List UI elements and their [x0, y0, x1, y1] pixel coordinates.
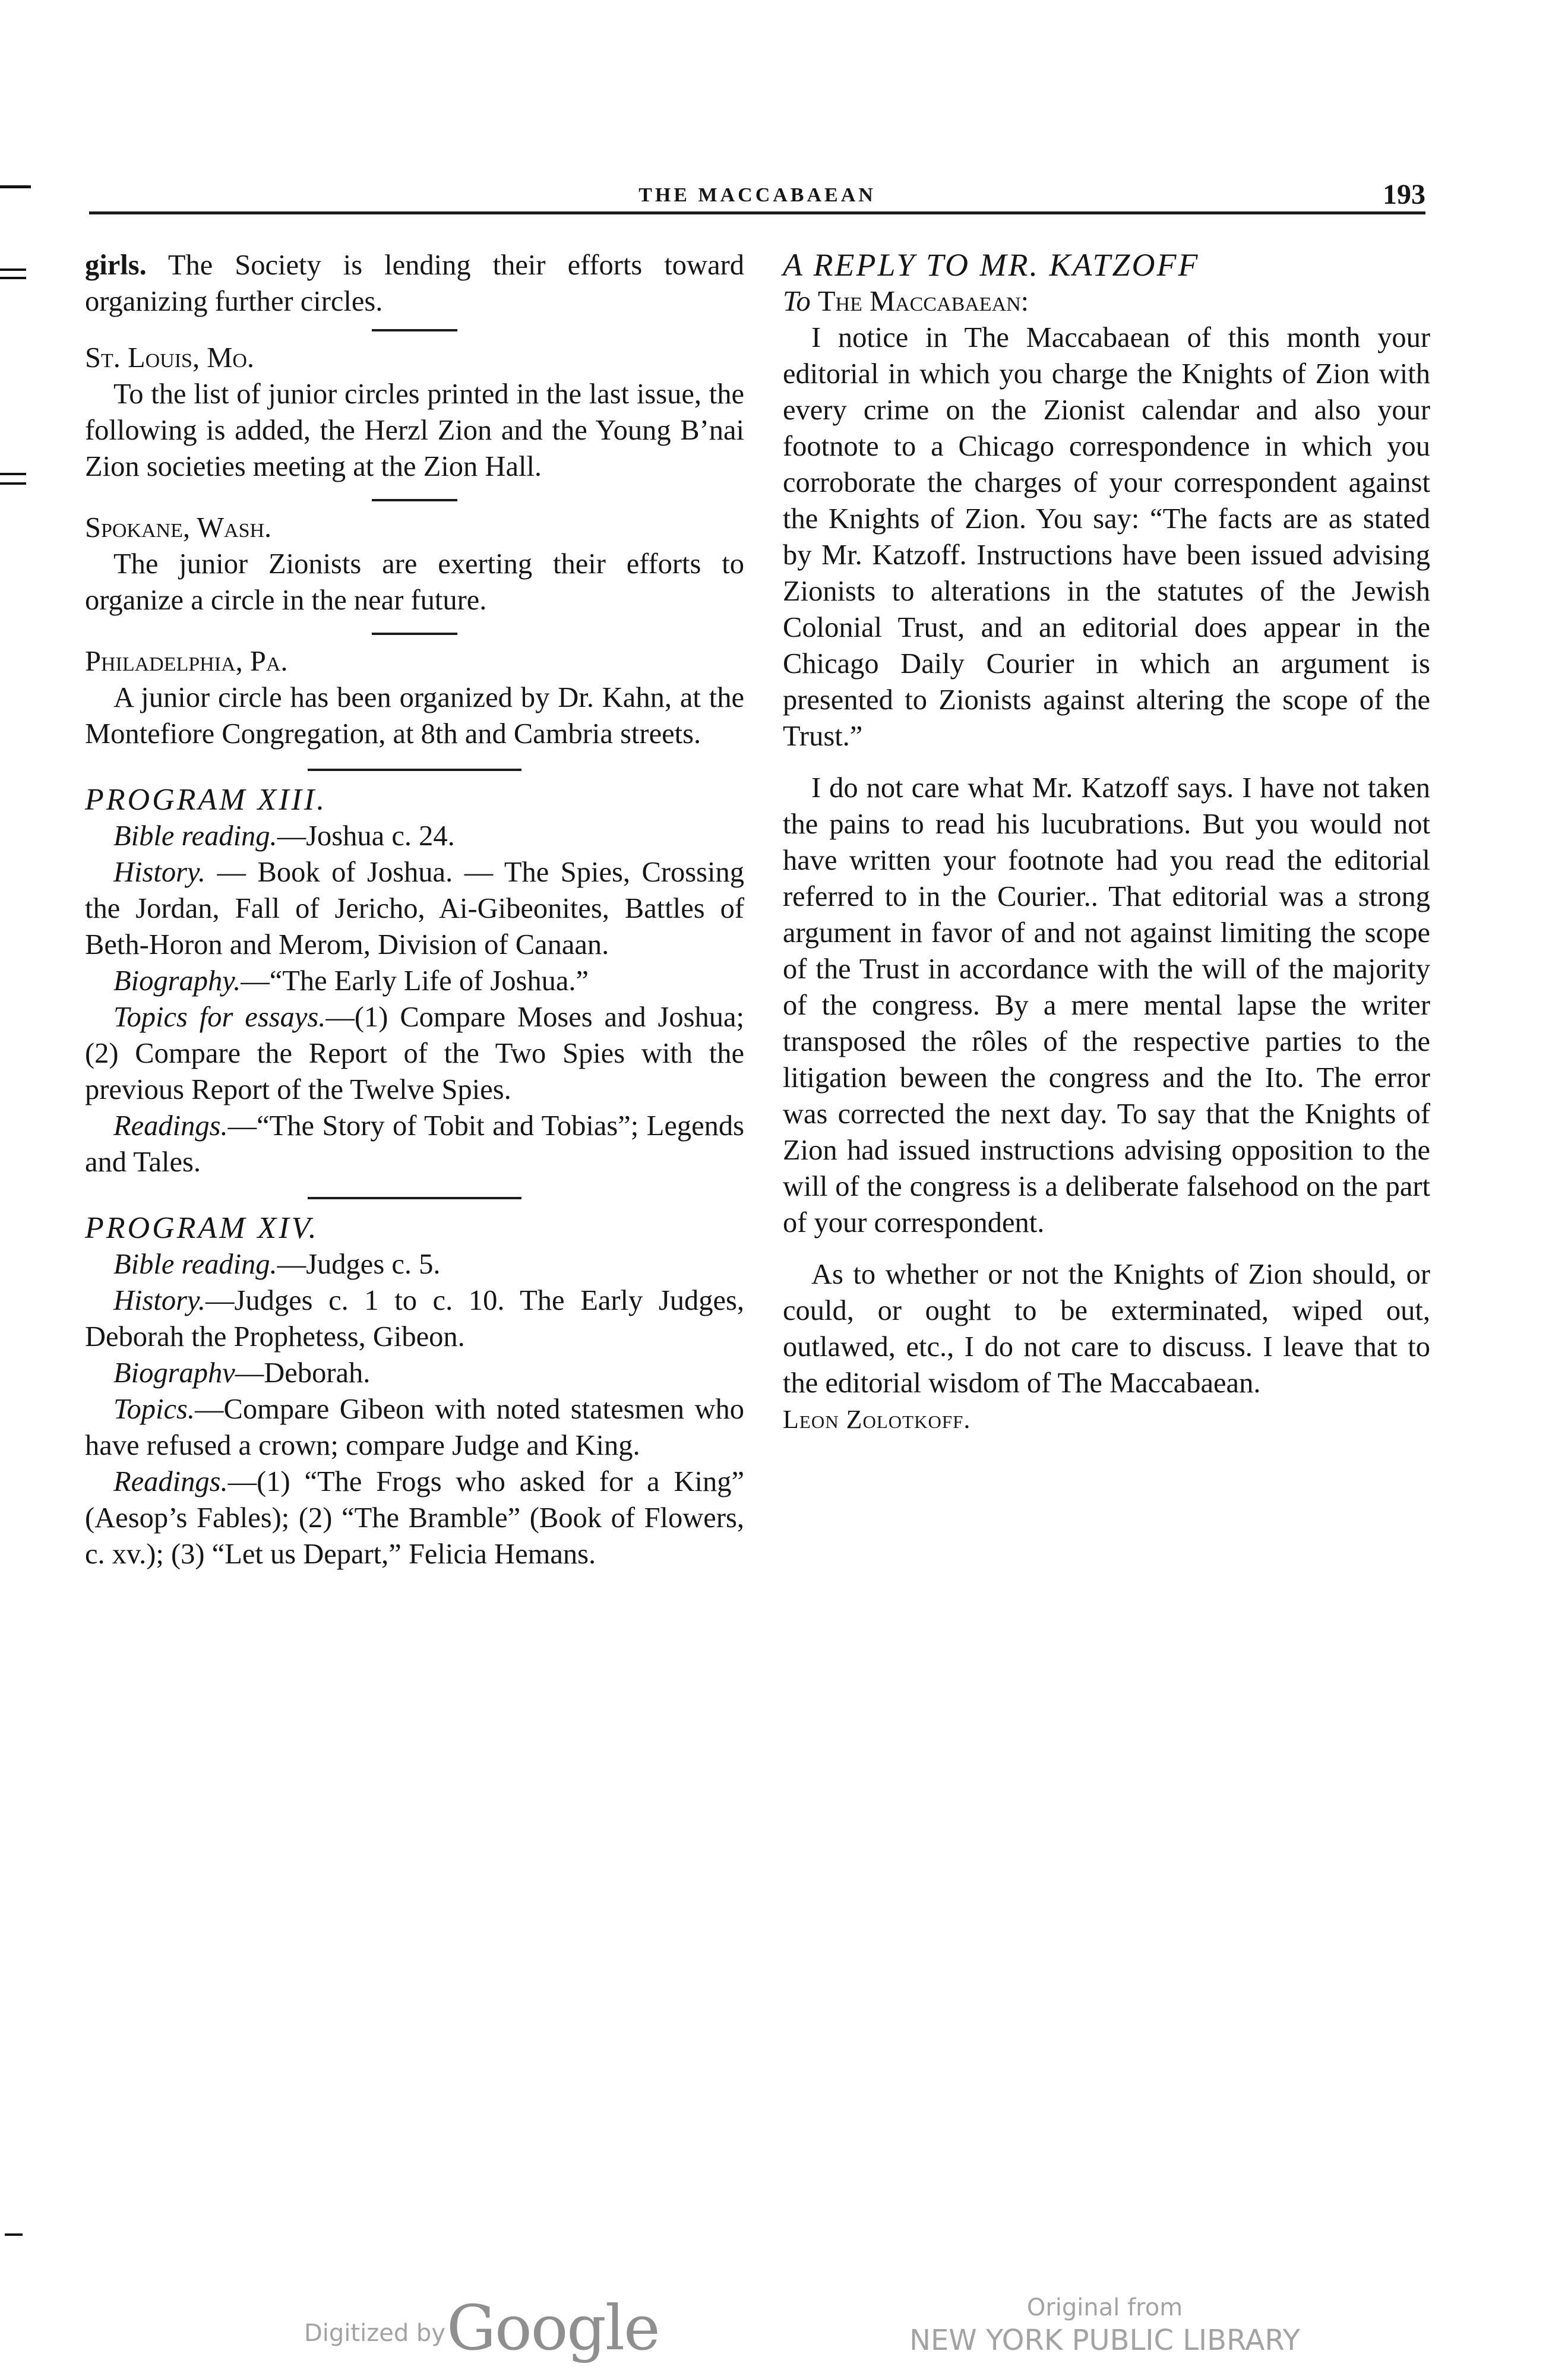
item-text: —“The Story of Tobit and Tobias”; Legends and Tales. [85, 1110, 744, 1178]
reply-paragraph: I do not care what Mr. Katzoff says. I have not taken the pains to read his lucubrations. But you would not have written your footnote had you read the editorial referred to in the Courier.. That editorial was a strong argument in favor of and not against limiting the scope of the Trust in accordance with the will of the majority of the congress. By a mere mental lapse the writer transposed the rôles of the respective parties to the litigation beween the congress and the Ito. The error was corrected the next day. To say that the Knights of Zion had issued instructions advising opposition to the will of the congress is a deliberate falsehood on the part of your correspondent. [783, 772, 1430, 1238]
item-text: — Book of Joshua. — The Spies, Crossing the Jordan, Fall of Jericho, Ai-Gibeonites, Battles of Beth-Horon and Merom, Division of Canaan. [85, 857, 744, 960]
digitized-by-label: Digitized by [304, 2320, 445, 2347]
program-item [85, 999, 744, 1108]
running-header [89, 178, 1425, 214]
program-item [85, 818, 744, 854]
item-label: Biography. [113, 965, 241, 997]
intro-lead: girls. [85, 249, 147, 281]
item-text: —(1) Compare Moses and Joshua; (2) Compare the Report of the Two Spies with the previous Report of the Twelve Spies. [85, 1001, 744, 1105]
intro-rest: The Society is lending their efforts toward organizing further circles. [85, 249, 744, 317]
original-from-label: Original from [1026, 2294, 1183, 2321]
program-item [85, 1391, 744, 1464]
paragraph-gap [783, 1241, 1430, 1256]
program-xiii-heading: PROGRAM XIII. [85, 783, 327, 817]
scan-mark [0, 268, 26, 271]
scan-mark [0, 185, 31, 188]
item-text: —Joshua c. 24. [277, 820, 455, 852]
item-label: Biographv [113, 1357, 235, 1389]
st-louis-text: To the list of junior circles printed in the last issue, the following is added, the Herzl Zion and the Young B’nai Zion societies meeting at the Zion Hall. [85, 378, 744, 482]
right-column [783, 247, 1430, 1437]
spokane-heading: Spokane, Wash. [85, 512, 272, 544]
item-label: Bible reading. [113, 1249, 277, 1280]
program-item [85, 854, 744, 963]
library-name: NEW YORK PUBLIC LIBRARY [909, 2324, 1300, 2357]
st-louis-heading: St. Louis, Mo. [85, 342, 255, 374]
program-item [85, 1246, 744, 1282]
program-item [85, 963, 744, 999]
item-label: History. [113, 857, 206, 888]
header-rule [89, 211, 1425, 214]
section-divider [372, 499, 457, 501]
program-item [85, 1282, 744, 1355]
google-logo: Google [447, 2292, 659, 2364]
item-label: Readings. [113, 1110, 228, 1142]
reply-paragraph: As to whether or not the Knights of Zion should, or could, or ought to be exterminated, wiped out, outlawed, etc., I do not care to discuss. I leave that to the editorial wisdom of The Maccabaean. [783, 1259, 1430, 1399]
scan-mark [5, 2233, 23, 2236]
section-divider [372, 329, 457, 331]
scan-mark [0, 482, 26, 485]
scan-mark [0, 473, 26, 475]
salutation-to: To [783, 286, 811, 317]
philadelphia-heading: Philadelphia, Pa. [85, 646, 288, 677]
program-xiv-heading: PROGRAM XIV. [85, 1211, 319, 1245]
left-column [85, 247, 744, 1572]
scan-mark [0, 277, 26, 279]
salutation [783, 283, 1430, 320]
item-text: —“The Early Life of Joshua.” [241, 965, 589, 997]
section-divider [308, 769, 521, 771]
paragraph-gap [783, 754, 1430, 770]
spokane-text: The junior Zionists are exerting their efforts to organize a circle in the near future. [85, 548, 744, 616]
article-title: A REPLY TO MR. KATZOFF [783, 247, 1200, 283]
running-title: THE MACCABAEAN [638, 184, 876, 206]
program-item [85, 1355, 744, 1391]
section-divider [372, 633, 457, 635]
program-item [85, 1464, 744, 1572]
intro-paragraph [85, 247, 744, 320]
item-text: —Judges c. 1 to c. 10. The Early Judges, Deborah the Prophetess, Gibeon. [85, 1285, 744, 1353]
program-item [85, 1108, 744, 1180]
item-label: Topics for essays. [113, 1001, 326, 1033]
item-text: —Deborah. [235, 1357, 371, 1389]
item-label: Readings. [113, 1466, 228, 1497]
item-label: Topics. [113, 1394, 195, 1425]
item-text: —Judges c. 5. [277, 1249, 441, 1280]
page-number: 193 [1383, 179, 1425, 210]
philadelphia-text: A junior circle has been organized by Dr. Kahn, at the Montefiore Congregation, at 8th and Cambria streets. [85, 682, 744, 750]
signature: Leon Zolotkoff. [783, 1405, 971, 1434]
section-divider [308, 1197, 521, 1199]
item-text: —Compare Gibeon with noted statesmen who have refused a crown; compare Judge and King. [85, 1394, 744, 1461]
item-text: —(1) “The Frogs who asked for a King” (Aesop’s Fables); (2) “The Bramble” (Book of Flowers, c. xv.); (3) “Let us Depart,” Felicia Hemans. [85, 1466, 744, 1570]
item-label: History. [113, 1285, 206, 1316]
item-label: Bible reading. [113, 820, 277, 852]
salutation-name: The Maccabaean: [817, 286, 1029, 317]
reply-paragraph: I notice in The Maccabaean of this month your editorial in which you charge the Knights of Zion with every crime on the Zionist calendar and also your footnote to a Chicago correspondence in which you corroborate the charges of your correspondent against the Knights of Zion. You say: “The facts are as stated by Mr. Katzoff. Instructions have been issued advising Zionists to alterations in the statutes of the Jewish Colonial Trust, and an editorial does appear in the Chicago Daily Courier in which an argument is presented to Zionists against altering the scope of the Trust.” [783, 322, 1430, 752]
